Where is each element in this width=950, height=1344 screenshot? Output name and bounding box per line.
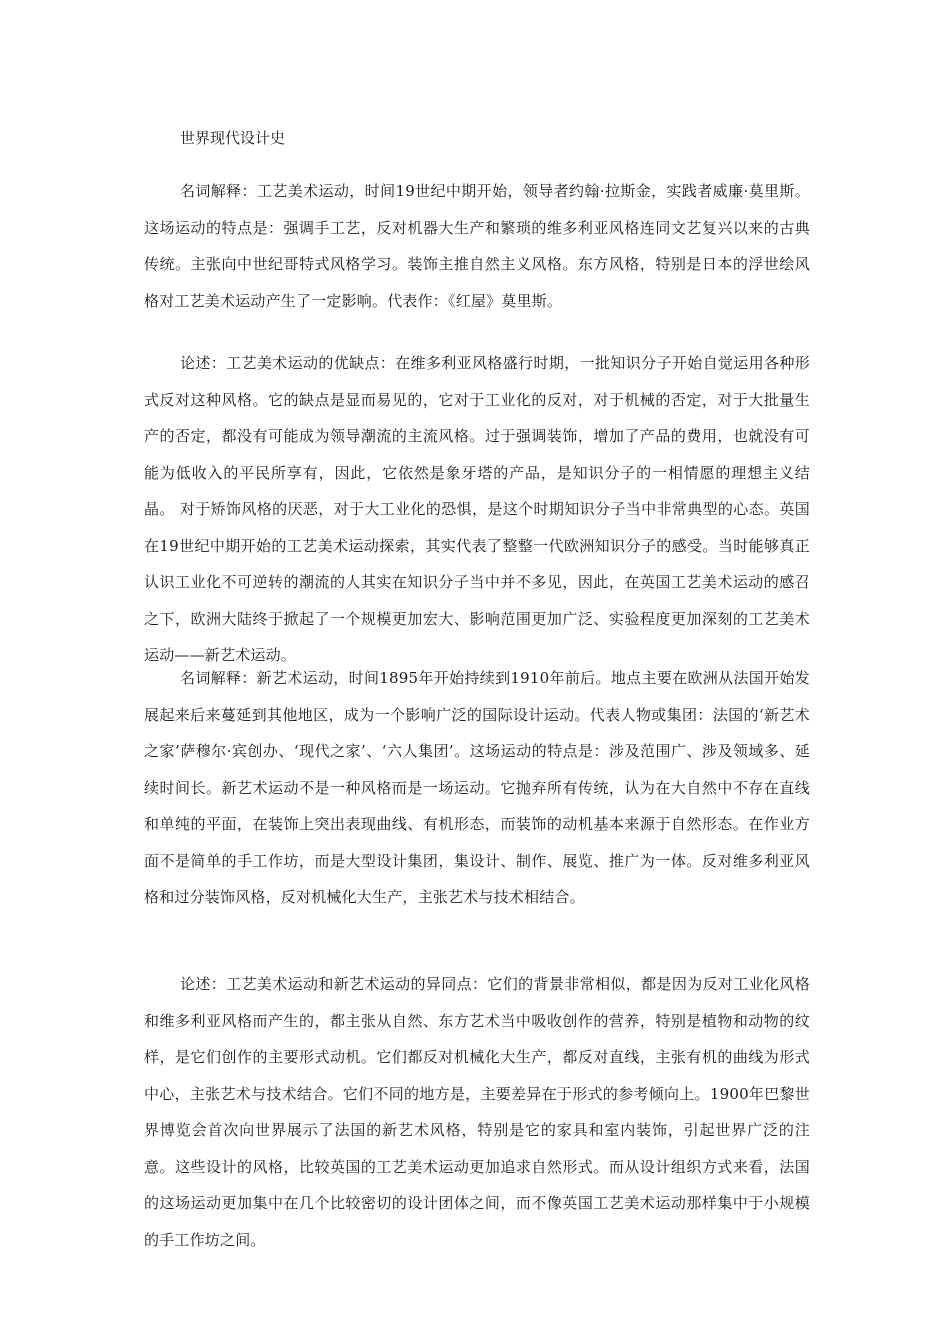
paragraph-comparison-discussion: 论述：工艺美术运动和新艺术运动的异同点：它们的背景非常相似，都是因为反对工业化风格和维多利亚风格而产生的，都主张从自然、东方艺术当中吸收创作的营养，特别是植物和动物的纹样，是它们创作的主要形式动机。它们都反对机械化大生产，都反对直线，主张有机的曲线为形式中心，主张艺术与技术结合。它们不同的地方是，主要差异在于形式的参考倾向上。1900年巴黎世界博览会首次向世界展示了法国的新艺术风格，特别是它的家具和室内装饰，引起世界广泛的注意。这些设计的风格，比较英国的工艺美术运动更加追求自然形式。而从设计组织方式来看，法国的这场运动更加集中在几个比较密切的设计团体之间，而不像英国工艺美术运动那样集中于小规模的手工作坊之间。 <box>144 975 810 1249</box>
paragraph-arts-and-crafts-discussion: 论述：工艺美术运动的优缺点：在维多利亚风格盛行时期，一批知识分子开始自觉运用各种形式反对这种风格。它的缺点是显而易见的，它对于工业化的反对，对于机械的否定，对于大批量生产的否定，都没有可能成为领导潮流的主流风格。过于强调装饰，增加了产品的费用，也就没有可能为低收入的平民所享有，因此，它依然是象牙塔的产品，是知识分子的一相情愿的理想主义结晶。 对于矫饰风格的厌恶，对于大工业化的恐惧，是这个时期知识分子当中非常典型的心态。英国在19世纪中期开始的工艺美术运动探索，其实代表了整整一代欧洲知识分子的感受。当时能够真正认识工业化不可逆转的潮流的人其实在知识分子当中并不多见，因此，在英国工艺美术运动的感召之下，欧洲大陆终于掀起了一个规模更加宏大、影响范围更加广泛、实验程度更加深刻的工艺美术运动——新艺术运动。 <box>144 354 810 664</box>
paragraph-art-nouveau-definition: 名词解释：新艺术运动，时间1895年开始持续到1910年前后。地点主要在欧洲从法国开始发展起来后来蔓延到其他地区，成为一个影响广泛的国际设计运动。代表人物或集团：法国的‘新艺术之家’萨穆尔·宾创办、‘现代之家’、‘六人集团’。这场运动的特点是：涉及范围广、涉及领域多、延续时间长。新艺术运动不是一种风格而是一场运动。它抛弃所有传统，认为在大自然中不存在直线和单纯的平面，在装饰上突出表现曲线、有机形态，而装饰的动机基本来源于自然形态。在作业方面不是简单的手工作坊，而是大型设计集团，集设计、制作、展览、推广为一体。反对维多利亚风格和过分装饰风格，反对机械化大生产，主张艺术与技术相结合。 <box>144 669 810 906</box>
paragraph-arts-and-crafts-definition: 名词解释：工艺美术运动，时间19世纪中期开始，领导者约翰·拉斯金，实践者威廉·莫里斯。这场运动的特点是：强调手工艺，反对机器大生产和繁琐的维多利亚风格连同文艺复兴以来的古典传统。主张向中世纪哥特式风格学习。装饰主推自然主义风格。东方风格，特别是日本的浮世绘风格对工艺美术运动产生了一定影响。代表作：《红屋》莫里斯。 <box>144 182 810 310</box>
document-title: 世界现代设计史 <box>180 129 286 147</box>
